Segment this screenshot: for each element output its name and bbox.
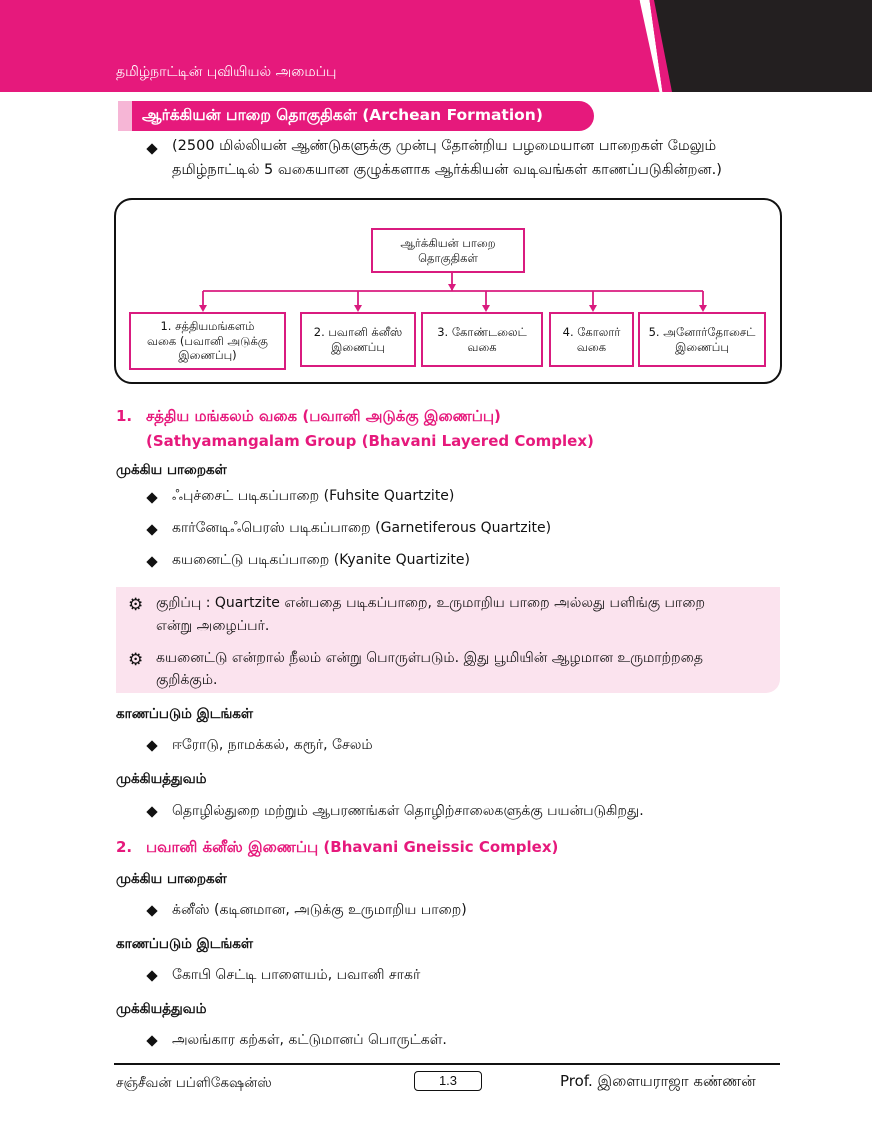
diagram-node-label: 4. கோலார் வகை [562, 324, 621, 354]
diagram-root-label: ஆர்க்கியன் பாறை தொகுதிகள் [400, 235, 496, 265]
group2-number: 2. [116, 838, 133, 856]
group1-number: 1. [116, 407, 133, 425]
group1-importance-heading: முக்கியத்துவம் [116, 771, 207, 787]
group1-places-heading: காணப்படும் இடங்கள் [116, 706, 254, 722]
group1-rock-3: கயனைட்டு படிகப்பாறை (Kyanite Quartizite) [172, 552, 470, 568]
note1-line-2: என்று அழைப்பர். [156, 618, 270, 634]
chapter-title: தமிழ்நாட்டின் புவியியல் அமைப்பு [116, 64, 337, 80]
group1-rocks-heading: முக்கிய பாறைகள் [116, 462, 227, 478]
diagram-root-node [371, 228, 525, 273]
group2-places-heading: காணப்படும் இடங்கள் [116, 936, 254, 952]
gear-icon: ⚙ [128, 650, 144, 670]
diagram-node-4 [549, 312, 634, 367]
diagram-node-label: 1. சத்தியமங்களம் வகை (பவானி அடுக்கு இணைப்பு) [147, 318, 268, 363]
footer-author: Prof. இளையராஜா கண்ணன் [560, 1072, 756, 1090]
section-title: ஆர்க்கியன் பாறை தொகுதிகள் (Archean Formation) [142, 106, 543, 124]
footer-publisher: சஞ்சீவன் பப்ளிகேஷன்ஸ் [116, 1075, 272, 1091]
footer-divider [114, 1063, 780, 1065]
group2-rocks-heading: முக்கிய பாறைகள் [116, 871, 227, 887]
group2-title: பவானி க்னீஸ் இணைப்பு (Bhavani Gneissic Complex) [146, 838, 559, 856]
group1-importance: தொழில்துறை மற்றும் ஆபரணங்கள் தொழிற்சாலைகளுக்கு பயன்படுகிறது. [172, 803, 644, 819]
group1-title-en: (Sathyamangalam Group (Bhavani Layered Complex) [146, 432, 594, 450]
group1-rock-1: ஃபுச்சைட் படிகப்பாறை (Fuhsite Quartzite) [172, 488, 455, 504]
diagram-node-5 [638, 312, 766, 367]
diagram-node-label: 5. அனோர்தோசைட் இணைப்பு [648, 324, 756, 354]
intro-line-1: (2500 மில்லியன் ஆண்டுகளுக்கு முன்பு தோன்றிய பழமையான பாறைகள் மேலும் [172, 138, 717, 154]
group2-importance: அலங்கார கற்கள், கட்டுமானப் பொருட்கள். [172, 1032, 447, 1048]
group1-rock-2: கார்னேடிஃபெரஸ் படிகப்பாறை (Garnetiferous Quartzite) [172, 520, 552, 536]
gear-icon: ⚙ [128, 595, 144, 615]
note2-line-2: குறிக்கும். [156, 672, 218, 688]
diagram-node-label: 3. கோண்டலைட் வகை [437, 324, 527, 354]
group1-title-ta: சத்திய மங்கலம் வகை (பவானி அடுக்கு இணைப்பு) [146, 407, 501, 425]
note1-line-1: குறிப்பு : Quartzite என்பதை படிகப்பாறை, உருமாறிய பாறை அல்லது பளிங்கு பாறை [156, 595, 706, 611]
diagram-node-2 [300, 312, 416, 367]
diagram-node-label: 2. பவானி க்னீஸ் இணைப்பு [313, 324, 403, 354]
group1-places: ஈரோடு, நாமக்கல், கரூர், சேலம் [172, 737, 373, 753]
note2-line-1: கயனைட்டு என்றால் நீலம் என்று பொருள்படும். இது பூமியின் ஆழமான உருமாற்றதை [156, 650, 704, 666]
group2-places: கோபி செட்டி பாளையம், பவானி சாகர் [172, 967, 421, 983]
intro-line-2: தமிழ்நாட்டில் 5 வகையான குழுக்களாக ஆர்க்கியன் வடிவங்கள் காணப்படுகின்றன.) [172, 162, 722, 178]
diagram-node-3 [421, 312, 543, 367]
page-number: 1.3 [414, 1071, 482, 1091]
group2-rocks: க்னீஸ் (கடினமான, அடுக்கு உருமாறிய பாறை) [172, 902, 467, 918]
group2-importance-heading: முக்கியத்துவம் [116, 1001, 207, 1017]
diagram-node-1 [129, 312, 286, 370]
